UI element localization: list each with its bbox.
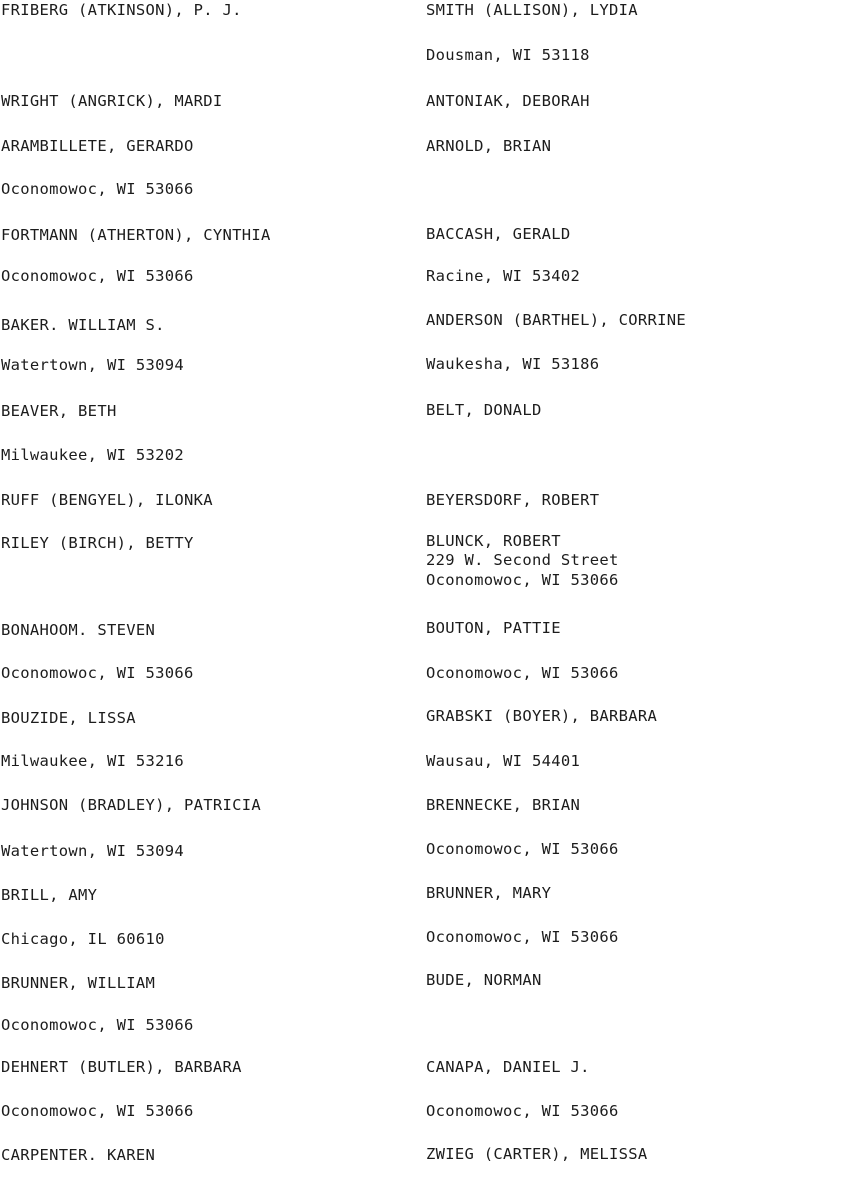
entry-name: BEAVER, BETH <box>1 402 117 420</box>
entry-name: FRIBERG (ATKINSON), P. J. <box>1 1 242 19</box>
entry-name: BACCASH, GERALD <box>426 225 571 243</box>
entry-street: 229 W. Second Street <box>426 551 619 569</box>
entry-name: BAKER. WILLIAM S. <box>1 316 165 334</box>
entry-name: BRUNNER, WILLIAM <box>1 974 156 992</box>
entry-address: Waukesha, WI 53186 <box>426 355 600 373</box>
entry-address: Dousman, WI 53118 <box>426 46 590 64</box>
entry-name: BRILL, AMY <box>1 886 98 904</box>
entry-name: ARNOLD, BRIAN <box>426 137 552 155</box>
entry-address: Oconomowoc, WI 53066 <box>426 1102 619 1120</box>
entry-address: Racine, WI 53402 <box>426 267 581 285</box>
entry-name: DEHNERT (BUTLER), BARBARA <box>1 1058 242 1076</box>
entry-address: Oconomowoc, WI 53066 <box>1 267 194 285</box>
entry-address: Oconomowoc, WI 53066 <box>1 1016 194 1034</box>
entry-name: BOUTON, PATTIE <box>426 619 561 637</box>
entry-address: Watertown, WI 53094 <box>1 842 185 860</box>
entry-address: Oconomowoc, WI 53066 <box>1 180 194 198</box>
entry-address: Oconomowoc, WI 53066 <box>426 840 619 858</box>
entry-address: Oconomowoc, WI 53066 <box>1 664 194 682</box>
entry-address: Oconomowoc, WI 53066 <box>426 664 619 682</box>
entry-name: BOUZIDE, LISSA <box>1 709 136 727</box>
entry-name: SMITH (ALLISON), LYDIA <box>426 1 638 19</box>
entry-name: RILEY (BIRCH), BETTY <box>1 534 194 552</box>
entry-name: ANTONIAK, DEBORAH <box>426 92 590 110</box>
entry-name: BRENNECKE, BRIAN <box>426 796 581 814</box>
entry-name: ANDERSON (BARTHEL), CORRINE <box>426 311 687 329</box>
entry-name: BEYERSDORF, ROBERT <box>426 491 600 509</box>
entry-name: BELT, DONALD <box>426 401 542 419</box>
entry-name: BUDE, NORMAN <box>426 971 542 989</box>
entry-address: Milwaukee, WI 53216 <box>1 752 185 770</box>
entry-name: GRABSKI (BOYER), BARBARA <box>426 707 658 725</box>
entry-name: CANAPA, DANIEL J. <box>426 1058 590 1076</box>
entry-name: BLUNCK, ROBERT <box>426 532 561 550</box>
entry-name: CARPENTER. KAREN <box>1 1146 156 1164</box>
entry-name: BRUNNER, MARY <box>426 884 552 902</box>
entry-name: BONAHOOM. STEVEN <box>1 621 156 639</box>
entry-address: Chicago, IL 60610 <box>1 930 165 948</box>
entry-name: WRIGHT (ANGRICK), MARDI <box>1 92 223 110</box>
entry-address: Watertown, WI 53094 <box>1 356 185 374</box>
entry-address: Wausau, WI 54401 <box>426 752 581 770</box>
entry-name: ZWIEG (CARTER), MELISSA <box>426 1145 648 1163</box>
entry-address: Oconomowoc, WI 53066 <box>1 1102 194 1120</box>
entry-address: Oconomowoc, WI 53066 <box>426 571 619 589</box>
entry-name: JOHNSON (BRADLEY), PATRICIA <box>1 796 262 814</box>
entry-name: FORTMANN (ATHERTON), CYNTHIA <box>1 226 271 244</box>
entry-name: ARAMBILLETE, GERARDO <box>1 137 194 155</box>
entry-address: Milwaukee, WI 53202 <box>1 446 185 464</box>
entry-name: RUFF (BENGYEL), ILONKA <box>1 491 213 509</box>
entry-address: Oconomowoc, WI 53066 <box>426 928 619 946</box>
